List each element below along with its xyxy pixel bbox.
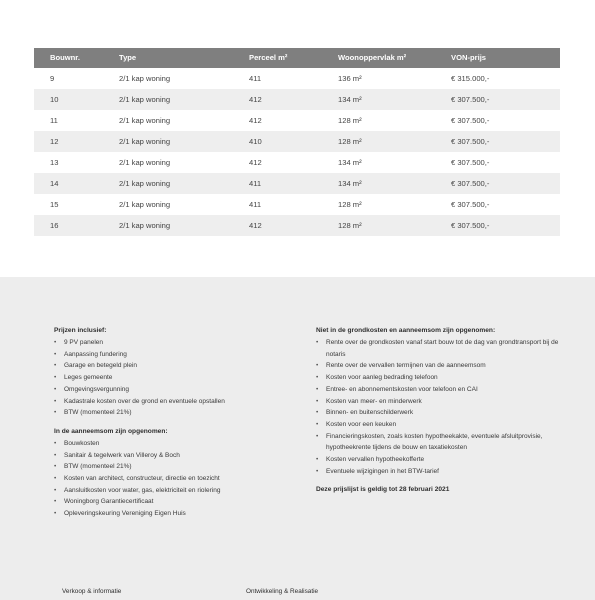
list-item: • Aansluitkosten voor water, gas, elektriciteit en riolering [54, 485, 294, 497]
info-column-right [316, 327, 566, 493]
header-type: Type [119, 53, 137, 62]
list-item: • Binnen- en buitenschilderwerk [316, 407, 566, 419]
table-row [34, 89, 560, 110]
list-item: • Eventuele wijzigingen in het BTW-tarief [316, 466, 566, 478]
cell-bouwnr: 12 [50, 137, 59, 146]
cell-woonoppervlak: 128 m² [338, 221, 362, 230]
list-item: • Kosten voor aanleg bedrading telefoon [316, 372, 566, 384]
included-heading: Prijzen inclusief: [54, 327, 107, 334]
cell-von-prijs: € 315.000,- [451, 74, 490, 83]
cell-perceel: 412 [249, 116, 262, 125]
contract-list [54, 438, 294, 520]
list-item: • Rente over de grondkosten vanaf start bouw tot de dag van grondtransport bij de notaris [316, 337, 566, 360]
cell-bouwnr: 16 [50, 221, 59, 230]
cell-von-prijs: € 307.500,- [451, 221, 490, 230]
cell-perceel: 412 [249, 158, 262, 167]
cell-type: 2/1 kap woning [119, 116, 171, 125]
contract-heading: In de aanneemsom zijn opgenomen: [54, 427, 168, 435]
cell-woonoppervlak: 128 m² [338, 137, 362, 146]
cell-perceel: 412 [249, 95, 262, 104]
cell-perceel: 410 [249, 137, 262, 146]
table-row [34, 173, 560, 194]
footer-development: Ontwikkeling & Realisatie [246, 588, 319, 595]
cell-woonoppervlak: 134 m² [338, 95, 362, 104]
cell-bouwnr: 14 [50, 179, 59, 188]
cell-woonoppervlak: 128 m² [338, 200, 362, 209]
info-column-left [54, 327, 294, 529]
list-item: • Kadastrale kosten over de grond en eventuele opstallen [54, 396, 294, 408]
header-woonoppervlak: Woonoppervlak m² [338, 53, 407, 62]
list-item: • Kosten van architect, constructeur, directie en toezicht [54, 473, 294, 485]
list-item: • Kosten van meer- en minderwerk [316, 396, 566, 408]
list-item: • Kosten voor een keuken [316, 419, 566, 431]
cell-type: 2/1 kap woning [119, 200, 171, 209]
list-item: • 9 PV panelen [54, 337, 294, 349]
table-row [34, 152, 560, 173]
table-row [34, 110, 560, 131]
list-item: • Omgevingsvergunning [54, 384, 294, 396]
cell-perceel: 411 [249, 200, 262, 209]
list-item: • Entree- en abonnementskosten voor telefoon en CAI [316, 384, 566, 396]
cell-perceel: 412 [249, 221, 262, 230]
list-item: • BTW (momenteel 21%) [54, 407, 294, 419]
footer-sales-info: Verkoop & informatie [62, 588, 122, 595]
cell-bouwnr: 11 [50, 116, 58, 125]
list-item: • Sanitair & tegelwerk van Villeroy & Boch [54, 450, 294, 462]
table-row [34, 194, 560, 215]
cell-bouwnr: 13 [50, 158, 59, 167]
included-list [54, 337, 294, 419]
excluded-list [316, 337, 566, 477]
cell-bouwnr: 15 [50, 200, 59, 209]
cell-von-prijs: € 307.500,- [451, 179, 490, 188]
cell-von-prijs: € 307.500,- [451, 116, 490, 125]
cell-von-prijs: € 307.500,- [451, 137, 490, 146]
list-item: • Leges gemeente [54, 372, 294, 384]
list-item: • Kosten vervallen hypotheekofferte [316, 454, 566, 466]
header-von-prijs: VON-prijs [451, 53, 487, 62]
list-item: • Aanpassing fundering [54, 349, 294, 361]
cell-perceel: 411 [249, 179, 262, 188]
list-item: • Woningborg Garantiecertificaat [54, 496, 294, 508]
header-perceel: Perceel m² [249, 53, 288, 62]
cell-von-prijs: € 307.500,- [451, 158, 490, 167]
table-header [34, 48, 560, 68]
cell-bouwnr: 10 [50, 95, 59, 104]
list-item: • Garage en betegeld plein [54, 360, 294, 372]
cell-perceel: 411 [249, 74, 262, 83]
cell-type: 2/1 kap woning [119, 158, 171, 167]
cell-von-prijs: € 307.500,- [451, 200, 490, 209]
header-bouwnr: Bouwnr. [50, 53, 80, 62]
cell-type: 2/1 kap woning [119, 221, 171, 230]
table-row [34, 215, 560, 236]
cell-von-prijs: € 307.500,- [451, 95, 490, 104]
cell-bouwnr: 9 [50, 74, 55, 83]
excluded-heading: Niet in de grondkosten en aanneemsom zijn opgenomen: [316, 327, 496, 334]
cell-type: 2/1 kap woning [119, 95, 171, 104]
list-item: • Bouwkosten [54, 438, 294, 450]
list-item: • BTW (momenteel 21%) [54, 461, 294, 473]
cell-woonoppervlak: 134 m² [338, 158, 362, 167]
table-body [34, 68, 560, 236]
list-item: • Opleveringskeuring Vereniging Eigen Huis [54, 508, 294, 520]
price-table [34, 48, 560, 236]
list-item: • Financieringskosten, zoals kosten hypotheekakte, eventuele afsluitprovisie, hypotheekrente tijdens de bouw en taxatiekosten [316, 431, 566, 454]
table-row [34, 131, 560, 152]
cell-woonoppervlak: 134 m² [338, 179, 362, 188]
table-row [34, 68, 560, 89]
list-item: • Rente over de vervallen termijnen van de aanneemsom [316, 360, 566, 372]
cell-type: 2/1 kap woning [119, 137, 171, 146]
cell-woonoppervlak: 136 m² [338, 74, 362, 83]
cell-type: 2/1 kap woning [119, 179, 171, 188]
cell-woonoppervlak: 128 m² [338, 116, 362, 125]
cell-type: 2/1 kap woning [119, 74, 171, 83]
info-section [0, 277, 595, 600]
validity-note: Deze prijslijst is geldig tot 28 februari 2021 [316, 486, 450, 494]
